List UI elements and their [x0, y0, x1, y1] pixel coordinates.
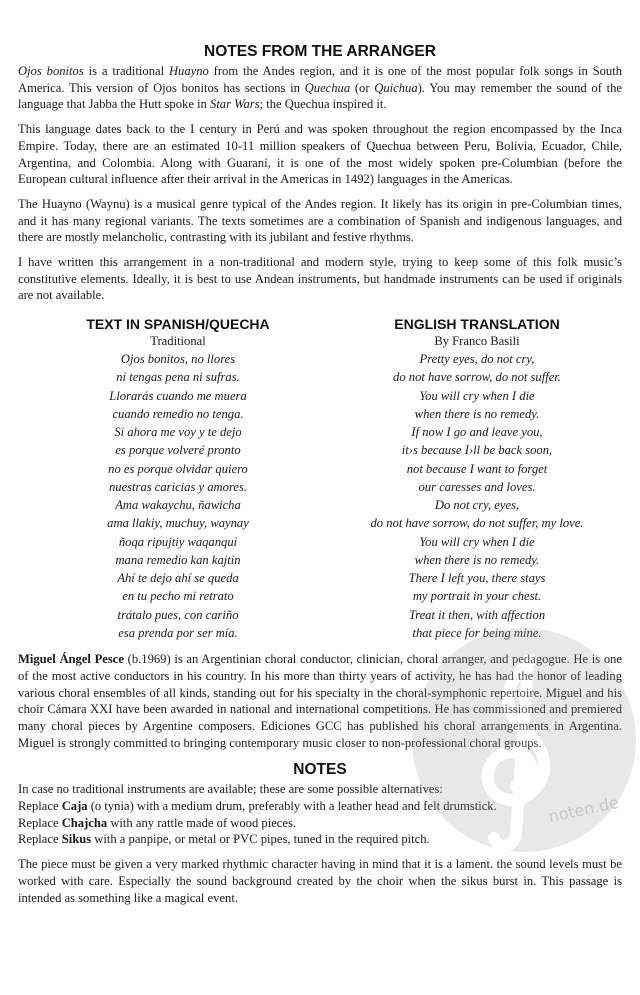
english-lyric-line: do not have sorrow, do not suffer, my love. — [370, 516, 584, 531]
spanish-lyric-line: cuando remedio no tenga. — [112, 406, 244, 421]
text-run: from the Andes region, and it is one of the most popular folk songs in South America. This version of Ojos bonitos has sections in — [18, 64, 623, 95]
spanish-lyric-line: en tu pecho mi retrato — [122, 589, 234, 604]
spanish-lyric-line: trátalo pues, con cariño — [117, 607, 239, 622]
spanish-lyric-line: ni tengas pena ni sufras. — [116, 370, 240, 385]
english-lyric-line: There I left you, there stays — [408, 571, 546, 586]
english-lyric-line: If now I go and leave you, — [411, 425, 543, 440]
text-run: (or — [350, 80, 375, 95]
intro-paragraph-2: This language dates back to the I century in Perú and was spoken throughout the region encompassed by the Inca Empire. Today, there are an estimated 10-11 million speakers of Quechua between Peru, Bolivia, Ecuador, Chile, Argentina, and Colombia. Along with Guaraní, it is one of the most widely spoken pre-Columbian (before the European cultural influence after their arrival in the Americas in 1492) languages in the Americas. — [18, 122, 622, 187]
notes-item-text: (o tynia) with a medium drum, preferably with a leather head and felt drumstick. — [87, 799, 497, 814]
notes-item-text: with a panpipe, or metal or PVC pipes, tuned in the required pitch. — [91, 832, 430, 847]
instrument-name: Sikus — [61, 832, 92, 847]
spanish-lyrics-lines — [28, 350, 328, 642]
english-heading: ENGLISH TRANSLATION — [394, 316, 560, 333]
text-run: ). You may remember the sound of the language that Jabba the Hutt spoke in — [18, 80, 622, 112]
intro-paragraph-4: I have written this arrangement in a non-traditional and modern style, trying to keep some of this folk music’s constitutive elements. Ideally, it is best to use Andean instruments, but handmade instruments can be used if originals are not available. — [18, 255, 622, 303]
english-lyric-line: You will cry when I die — [419, 388, 535, 403]
italic-term: Quichua — [374, 80, 418, 95]
spanish-lyric-line: Si ahora me voy y te dejo — [114, 425, 242, 440]
italic-term: Ojos bonitos — [18, 64, 84, 78]
spanish-lyric-line: Ojos bonitos, no llores — [120, 352, 236, 367]
notes-closing-paragraph: The piece must be given a very marked rhythmic character having in mind that it is a lament. the sound levels must be worked with care. Especially the sound background created by the choir when the sikus burst in. This passage is intended as something like a magical event. — [18, 857, 622, 905]
spanish-lyric-line: mana remedio kan kajtin — [115, 552, 241, 567]
spanish-lyric-line: Ahí te dejo ahí se queda — [117, 571, 239, 586]
bio-text: (b.1969) is an Argentinian choral conductor, clinician, choral arranger, and pedagogue. He is one of the most active conductors in his country. In his more than thirty years of activity, he has had the honor of leading various choral ensembles of all kinds, standing out for his specialty in the choral-symphonic repertoire. Miguel and his choir Cámara XXI have been awarded in national and international competitions. He has commissioned and premiered many choral pieces by Argentine composers. Ediciones GCC has published his choral arrangements in Argentina. Miguel is strongly committed to bringing contemporary music closer to non-professional choral groups. — [18, 652, 623, 750]
english-lyric-line: that piece for being mine. — [412, 625, 542, 640]
spanish-attribution: Traditional — [150, 334, 206, 349]
spanish-lyric-line: Ama wakaychu, ñawicha — [115, 498, 241, 513]
english-attribution: By Franco Basili — [434, 334, 520, 349]
english-lyric-line: it›s because I›ll be back soon, — [401, 443, 553, 458]
spanish-lyric-line: nuestras caricias y amores. — [108, 479, 248, 494]
watermark-text: noten.de — [546, 792, 621, 827]
intro-paragraph-1 — [18, 63, 622, 113]
english-lyrics-lines — [332, 350, 622, 642]
english-lyric-line: when there is no remedy. — [414, 552, 540, 567]
notes-heading: NOTES — [293, 761, 347, 779]
italic-term: Quechua — [304, 80, 351, 95]
spanish-heading: TEXT IN SPANISH/QUECHA — [86, 316, 270, 333]
spanish-lyrics-column — [28, 315, 328, 642]
italic-term: Star Wars — [210, 97, 260, 112]
spanish-lyric-line: no es porque olvidar quiero — [108, 461, 248, 476]
english-lyric-line: Do not cry, eyes, — [434, 498, 520, 513]
italic-term: Huayno — [168, 64, 209, 78]
text-run: ; the Quechua inspired it. — [259, 97, 387, 112]
notes-item-text: with any rattle made of wood pieces. — [107, 815, 297, 830]
spanish-lyric-line: Llorarás cuando me muera — [109, 388, 247, 403]
english-lyric-line: when there is no remedy. — [414, 406, 540, 421]
english-lyric-line: my portrait in your chest. — [412, 589, 542, 604]
notes-item-prefix: Replace — [18, 815, 62, 830]
bio-name: Miguel Ángel Pesce — [18, 652, 124, 667]
spanish-lyric-line: ñoqa ripujtiy waqanqui — [118, 534, 238, 549]
notes-intro: In case no traditional instruments are available; these are some possible alternatives: — [18, 782, 443, 797]
notes-item-prefix: Replace — [18, 799, 62, 814]
instrument-name: Chajcha — [61, 815, 108, 830]
english-lyric-line: Pretty eyes, do not cry, — [419, 352, 535, 367]
page-title: NOTES FROM THE ARRANGER — [204, 43, 436, 60]
notes-item-prefix: Replace — [18, 832, 62, 847]
intro-paragraph-3: The Huayno (Waynu) is a musical genre typical of the Andes region. It likely has its origin in pre-Columbian times, and it has many regional variants. The texts sometimes are a combination of Spanish and indigenous languages, and there are mostly melancholic, contrasting with its jubilant and festive rhythms. — [18, 196, 622, 245]
english-lyric-line: Treat it then, with affection — [408, 607, 546, 622]
english-lyric-line: our caresses and loves. — [418, 479, 536, 494]
watermark-treble-clef-icon — [404, 620, 640, 860]
english-lyrics-column — [332, 315, 622, 642]
spanish-lyric-line: es porque volveré pronto — [115, 443, 241, 458]
english-lyric-line: You will cry when I die — [419, 534, 535, 549]
lyrics-columns — [18, 315, 622, 642]
spanish-lyric-line: esa prenda por ser mía. — [118, 625, 238, 640]
english-lyric-line: not because I want to forget — [406, 461, 548, 476]
english-lyric-line: do not have sorrow, do not suffer. — [393, 370, 561, 385]
instrument-name: Caja — [61, 799, 88, 814]
text-run: is a traditional — [83, 64, 169, 78]
spanish-lyric-line: ama llakiy, muchuy, waynay — [107, 516, 249, 531]
